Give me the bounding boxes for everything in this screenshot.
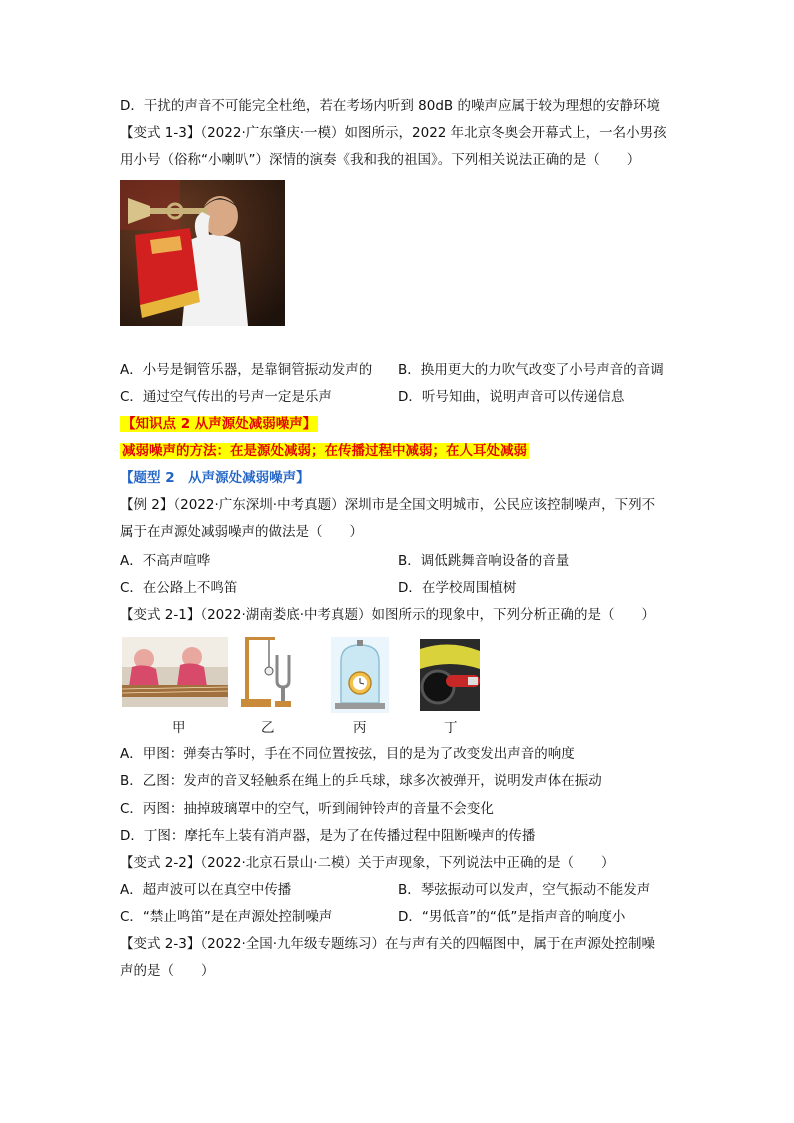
variant-2-1-option-a: A．甲图：弹奏古筝时，手在不同位置按弦，目的是为了改变发出声音的响度 (120, 746, 575, 762)
variant-2-1-option-b: B．乙图：发声的音叉轻触系在绳上的乒乓球，球多次被弹开，说明发声体在振动 (120, 773, 602, 789)
noise-reduction-methods-text: 减弱噪声的方法：在是源处减弱；在传播过程中减弱；在人耳处减弱 (122, 443, 527, 459)
option-d-prev: D．干扰的声音不可能完全杜绝，若在考场内听到 80dB 的噪声应属于较为理想的安静环境 (120, 98, 660, 114)
variant-2-2-stem: 【变式 2-2】（2022·北京石景山·二模）关于声现象，下列说法中正确的是（ ） (120, 855, 615, 871)
variant-2-3-stem-line2: 声的是（ ） (120, 963, 215, 979)
figure-caption-bing: 丙 (353, 720, 367, 736)
tuning-fork-diagram (239, 633, 297, 711)
variant-2-2-option-c: C．“禁止鸣笛”是在声源处控制噪声 (120, 909, 333, 925)
example-2-stem-line1: 【例 2】（2022·广东深圳·中考真题）深圳市是全国文明城市，公民应该控制噪声，下列不 (120, 497, 656, 513)
knowledge-point-2-text: 【知识点 2 从声源处减弱噪声】 (122, 416, 317, 432)
noise-reduction-methods (120, 441, 529, 461)
figure-caption-ding: 丁 (444, 720, 458, 736)
bell-jar-clock-diagram (331, 637, 389, 713)
variant-1-3-option-b: B．换用更大的力吹气改变了小号声音的音调 (398, 362, 664, 378)
example-2-option-b: B．调低跳舞音响设备的音量 (398, 553, 570, 569)
motorcycle-muffler-photo (420, 639, 480, 711)
question-type-2-heading: 【题型 2 从声源处减弱噪声】 (120, 470, 310, 486)
variant-2-2-option-d: D．“男低音”的“低”是指声音的响度小 (398, 909, 626, 925)
figure-caption-yi: 乙 (261, 720, 275, 736)
variant-2-2-option-b: B．琴弦振动可以发声，空气振动不能发声 (398, 882, 651, 898)
variant-2-2-option-a: A．超声波可以在真空中传播 (120, 882, 292, 898)
variant-2-1-stem: 【变式 2-1】（2022·湖南娄底·中考真题）如图所示的现象中，下列分析正确的是（ ） (120, 607, 656, 623)
example-2-option-a: A．不高声喧哗 (120, 553, 211, 569)
variant-1-3-option-a: A．小号是铜管乐器，是靠铜管振动发声的 (120, 362, 373, 378)
knowledge-point-2-heading (120, 414, 318, 434)
figure-caption-jia: 甲 (172, 720, 186, 736)
variant-1-3-stem-line2: 用小号（俗称“小喇叭”）深情的演奏《我和我的祖国》。下列相关说法正确的是（ ） (120, 152, 641, 168)
example-2-option-d: D．在学校周围植树 (398, 580, 517, 596)
variant-2-1-option-d: D．丁图：摩托车上装有消声器，是为了在传播过程中阻断噪声的传播 (120, 828, 536, 844)
example-2-stem-line2: 属于在声源处减弱噪声的做法是（ ） (120, 524, 363, 540)
variant-1-3-option-d: D．听号知曲，说明声音可以传递信息 (398, 389, 625, 405)
variant-2-1-option-c: C．丙图：抽掉玻璃罩中的空气，听到闹钟铃声的音量不会变化 (120, 801, 494, 817)
example-2-option-c: C．在公路上不鸣笛 (120, 580, 238, 596)
guzheng-photo (122, 637, 228, 707)
variant-2-3-stem-line1: 【变式 2-3】（2022·全国·九年级专题练习）在与声有关的四幅图中，属于在声源处控制噪 (120, 936, 656, 952)
variant-1-3-option-c: C．通过空气传出的号声一定是乐声 (120, 389, 332, 405)
trumpet-boy-photo (120, 180, 285, 326)
variant-1-3-stem-line1: 【变式 1-3】（2022·广东肇庆·一模）如图所示，2022 年北京冬奥会开幕式上，一名小男孩 (120, 125, 667, 141)
